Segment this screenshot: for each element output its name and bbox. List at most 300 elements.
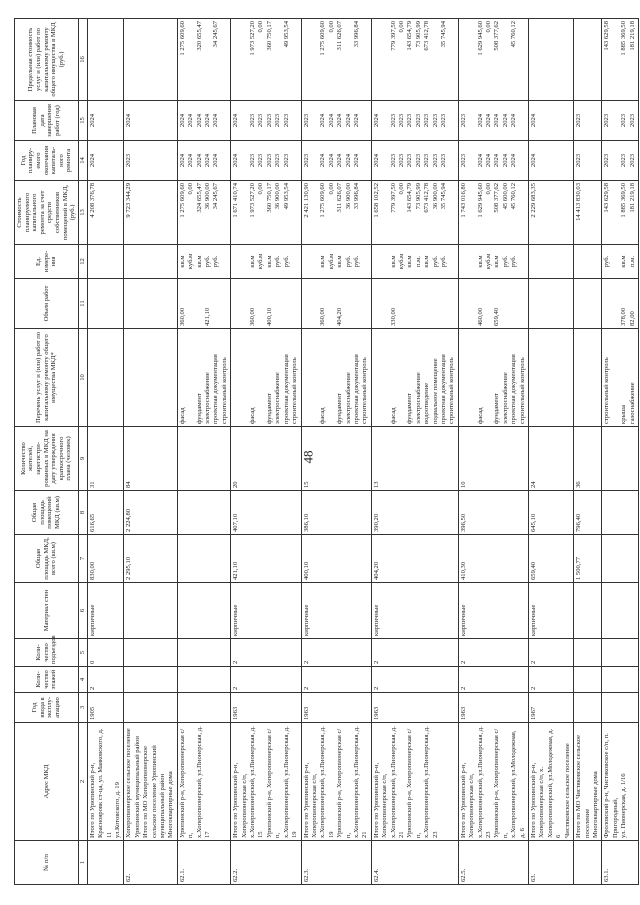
cell-line: [468, 143, 476, 178]
table-cell: 796,40: [574, 491, 602, 535]
cell-line: 2024: [204, 153, 212, 168]
table-cell: 410,30: [458, 535, 528, 583]
cell-line: подвальное помещение: [431, 358, 439, 424]
table-cell: [87, 723, 124, 841]
cell-line: [519, 143, 527, 178]
table-cell: [177, 535, 230, 583]
column-number: 13: [78, 181, 87, 245]
table-cell: [124, 667, 177, 693]
column-header: Год планиру-емого окончания капиталь-ного ремонта: [15, 141, 79, 181]
cell-line: 2024: [372, 153, 380, 168]
cell-line: [221, 103, 229, 138]
cell-line: ул.Котовского, д. 19: [113, 782, 121, 838]
cell-line: строительный контроль: [518, 357, 526, 424]
table-cell: [602, 639, 639, 667]
table-cell: 659,40: [529, 535, 574, 583]
cell-line: 2023: [282, 113, 290, 128]
column-header: Материал стен: [15, 583, 79, 639]
cell-line: руб.: [282, 255, 290, 268]
cell-line: [448, 21, 456, 98]
cell-line: 2023: [265, 153, 273, 168]
cell-line: 2024: [319, 113, 327, 128]
cell-line: газоснабжение: [628, 382, 636, 424]
cell-line: [519, 21, 527, 98]
table-cell: [602, 101, 639, 141]
table-cell: 1963: [458, 693, 528, 723]
cell-line: 1 275 609,60: [178, 21, 186, 56]
cell-line: 1 671 410,74: [232, 183, 240, 218]
cell-line: 2024: [327, 153, 335, 168]
table-cell: 404,20: [371, 535, 458, 583]
cell-line: 2 421 130,90: [302, 183, 310, 218]
cell-line: 2023: [389, 153, 397, 168]
column-header: Адрес МКД: [15, 723, 79, 841]
cell-line: электроснабжение: [414, 372, 422, 424]
cell-line: кв.м: [406, 255, 414, 268]
table-cell: [602, 693, 639, 723]
cell-line: Итого по МО Чистяковское сельское поселение: [575, 735, 591, 838]
table-cell: [177, 329, 230, 427]
cell-line: проектная документация: [510, 354, 518, 424]
cell-line: [432, 21, 440, 98]
cell-line: [519, 247, 527, 276]
cell-line: х.Хоперопионерский, ул.Молодежная, д. 6: [510, 730, 526, 838]
cell-line: 4 208 376,78: [88, 183, 96, 218]
table-cell: [371, 329, 458, 427]
cell-line: куб.м: [257, 253, 265, 270]
cell-line: 2024: [485, 153, 493, 168]
cell-line: 0,00: [257, 183, 265, 195]
column-header: Плановая дата завершения работ (год): [15, 101, 79, 141]
table-cell: [177, 427, 230, 491]
cell-line: х.Хоперопионерский, ул.Пионерская, д. 19: [319, 726, 335, 838]
cell-line: 2024: [476, 153, 484, 168]
table-cell: [529, 141, 574, 181]
column-number: 5: [78, 639, 87, 667]
cell-line: проектная документация: [440, 354, 447, 424]
cell-line: 2023: [274, 113, 282, 128]
cell-line: [311, 143, 319, 178]
cell-line: крыша: [620, 405, 628, 424]
table-cell: 15: [301, 427, 371, 491]
column-header: Объем работ: [15, 279, 79, 329]
table-cell: 2: [371, 639, 458, 667]
cell-line: [448, 183, 456, 242]
cell-line: [345, 281, 353, 326]
table-cell: [231, 245, 301, 279]
cell-line: [311, 183, 319, 242]
cell-line: [232, 331, 240, 424]
cell-line: [257, 331, 265, 424]
cell-line: 1 743 016,80: [459, 183, 467, 218]
table-cell: [574, 723, 602, 841]
table-cell: 645,10: [529, 491, 574, 535]
table-cell: [602, 141, 639, 181]
cell-line: 360,00: [319, 307, 327, 326]
cell-line: 2023: [423, 153, 431, 168]
cell-line: 779 397,50: [389, 21, 397, 51]
cell-line: 1 973 527,20: [249, 183, 257, 218]
cell-line: 2024: [510, 153, 518, 168]
cell-line: [519, 281, 527, 326]
cell-line: Урюпинский р-н, Хоперопионерская с/п,: [265, 728, 282, 838]
cell-line: 2023: [431, 153, 439, 168]
table-cell: [124, 245, 177, 279]
cell-line: 143 629,58: [603, 21, 611, 51]
cell-line: [361, 281, 369, 326]
cell-line: Хоперопионерское сельское поселение Урюпинский муниципальный район: [125, 728, 141, 838]
table-cell: [371, 141, 458, 181]
cell-line: 404,20: [336, 307, 344, 326]
table-cell: 13: [371, 427, 458, 491]
cell-line: 2023: [257, 113, 265, 128]
table-cell: [301, 329, 371, 427]
cell-line: [241, 103, 249, 138]
cell-line: 330,00: [389, 307, 397, 326]
cell-line: 49 953,54: [282, 183, 290, 210]
cell-line: [241, 183, 249, 242]
cell-line: кв.м: [423, 255, 431, 268]
cell-line: руб.: [344, 255, 352, 268]
cell-line: 2024: [327, 113, 335, 128]
table-cell: кирпичные: [371, 583, 458, 639]
cell-line: [373, 21, 381, 98]
cell-line: 49 953,54: [282, 21, 290, 48]
table-cell: [371, 245, 458, 279]
table-cell: [231, 101, 301, 141]
table-cell: [124, 723, 177, 841]
cell-line: [468, 103, 476, 138]
table-cell: [458, 19, 528, 101]
table-cell: 400,10: [301, 535, 371, 583]
table-cell: [529, 19, 574, 101]
cell-line: Итого по Урюпинский р-н, Хоперопионерская с/п,: [372, 762, 389, 838]
table-cell: 2: [458, 639, 528, 667]
column-number: 16: [78, 19, 87, 101]
cell-line: 508 377,62: [493, 21, 501, 51]
table-cell: [602, 723, 639, 841]
table-cell: 2 224,80: [124, 491, 177, 535]
cell-line: [373, 247, 381, 276]
cell-line: ул. Пионерская, д. 1/16: [620, 773, 628, 838]
cell-line: руб.: [431, 255, 439, 268]
cell-line: 2024: [88, 153, 96, 168]
table-cell: [602, 279, 639, 329]
cell-line: 2024: [336, 113, 344, 128]
table-cell: кирпичные: [87, 583, 124, 639]
table-cell: [458, 101, 528, 141]
table-cell: [301, 723, 371, 841]
table-cell: [124, 639, 177, 667]
cell-line: 73 905,99: [414, 183, 422, 210]
table-cell: [458, 181, 528, 245]
table-cell: [87, 181, 124, 245]
table-cell: кирпичные: [458, 583, 528, 639]
cell-line: х.Хоперопионерский, ул.Пионерская, д. 19: [282, 726, 299, 838]
cell-line: 324 655,47: [195, 183, 203, 213]
cell-line: 2023: [125, 153, 133, 168]
table-cell: [124, 693, 177, 723]
table-cell: 2: [301, 639, 371, 667]
cell-line: [468, 331, 476, 424]
cell-line: [221, 143, 229, 178]
cell-line: [612, 183, 620, 242]
cell-line: [274, 281, 282, 326]
table-cell: [574, 141, 602, 181]
column-number: 2: [78, 723, 87, 841]
cell-line: строительный контроль: [448, 357, 456, 424]
cell-line: [241, 143, 249, 178]
cell-line: 360 750,17: [265, 183, 273, 213]
cell-line: 1 885 369,50: [620, 183, 628, 218]
cell-line: [381, 21, 389, 98]
cell-line: 33 996,84: [352, 21, 360, 48]
cell-line: фасад: [389, 407, 397, 424]
cell-line: фасад: [476, 407, 484, 424]
column-number: 4: [78, 667, 87, 693]
cell-line: 2023: [414, 153, 422, 168]
cell-line: [460, 21, 468, 98]
cell-line: х.Хоперопионерский, ул.Пионерская, д. 23: [476, 726, 493, 838]
cell-line: [502, 281, 510, 326]
table-cell: [602, 329, 639, 427]
cell-line: 45 760,12: [510, 21, 518, 48]
cell-line: [345, 21, 353, 98]
cell-line: х.Хоперопионерский, ул.Пионерская, д. 23: [423, 726, 439, 838]
cell-line: фундамент: [265, 393, 273, 424]
cell-line: 2024: [195, 113, 203, 128]
table-cell: 0: [87, 639, 124, 667]
table-row: [301, 19, 371, 885]
cell-line: [187, 21, 195, 98]
cell-line: [612, 281, 620, 326]
table-cell: [301, 141, 371, 181]
table-cell: [87, 141, 124, 181]
cell-line: 36 900,00: [204, 183, 212, 210]
cell-line: [291, 183, 299, 242]
table-cell: [529, 181, 574, 245]
cell-line: [303, 21, 311, 98]
cell-line: [361, 21, 369, 98]
table-cell: 2: [231, 667, 301, 693]
table-cell: [231, 279, 301, 329]
cell-line: водоотведение: [423, 382, 431, 424]
cell-line: [381, 331, 389, 424]
cell-line: [241, 331, 249, 424]
cell-line: 2023: [628, 153, 636, 168]
cell-line: Урюпинский р-н, Хоперопионерская с/п,: [493, 728, 509, 838]
cell-line: фундамент: [493, 393, 501, 424]
cell-line: кв.м: [265, 255, 273, 268]
cell-line: 311 626,07: [336, 183, 344, 213]
cell-line: [603, 281, 611, 326]
cell-line: 2023: [302, 153, 310, 168]
cell-line: [381, 103, 389, 138]
cell-line: 2023: [440, 113, 447, 128]
cell-line: [311, 21, 319, 98]
cell-line: 2023: [406, 113, 414, 128]
cell-line: 45 760,12: [510, 183, 518, 210]
cell-line: [460, 331, 468, 424]
cell-line: 45 600,00: [501, 183, 509, 210]
cell-line: 2023: [397, 113, 405, 128]
cell-line: 2023: [249, 113, 257, 128]
cell-line: 1 885 369,50: [620, 21, 628, 56]
cell-line: 2024: [212, 153, 220, 168]
cell-line: [448, 143, 456, 178]
table-cell: 2: [529, 667, 574, 693]
cell-line: 2024: [493, 113, 501, 128]
cell-line: руб.: [440, 255, 447, 268]
table-cell: [177, 141, 230, 181]
cell-line: электроснабжение: [204, 372, 212, 424]
table-cell: 10: [458, 427, 528, 491]
cell-line: Урюпинский р-н, Хоперопионерская с/п,: [178, 728, 195, 838]
table-cell: [574, 101, 602, 141]
cell-line: 82,00: [628, 311, 636, 326]
table-cell: 2: [87, 667, 124, 693]
cell-line: строительный контроль: [361, 357, 369, 424]
cell-line: кв.м: [319, 255, 327, 268]
cell-line: фундамент: [336, 393, 344, 424]
cell-line: руб.: [510, 255, 518, 268]
table-cell: [87, 279, 124, 329]
table-row: [371, 19, 458, 885]
cell-line: 2023: [274, 153, 282, 168]
cell-line: строительный контроль: [291, 357, 299, 424]
cell-line: 360,00: [178, 307, 186, 326]
cell-line: руб.: [204, 255, 212, 268]
cell-line: 2023: [414, 113, 422, 128]
cell-line: куб.м: [187, 253, 195, 270]
table-cell: 63.: [529, 841, 574, 885]
cell-line: [241, 247, 249, 276]
table-cell: [301, 245, 371, 279]
table-cell: [371, 101, 458, 141]
cell-line: проектная документация: [212, 354, 220, 424]
cell-line: строительный контроль: [603, 357, 611, 424]
table-cell: [177, 583, 230, 639]
cell-line: [448, 281, 456, 326]
table-cell: [231, 329, 301, 427]
cell-line: 2023: [603, 153, 611, 168]
cell-line: [291, 247, 299, 276]
cell-line: [440, 281, 448, 326]
cell-line: [485, 281, 493, 326]
table-cell: [458, 141, 528, 181]
table-cell: [124, 141, 177, 181]
cell-line: Урюпинский р-н, Хоперопионерская с/п,: [406, 728, 422, 838]
cell-line: 2024: [493, 153, 501, 168]
table-cell: [177, 723, 230, 841]
table-cell: 1963: [301, 693, 371, 723]
table-cell: [529, 245, 574, 279]
cell-line: фундамент: [195, 393, 203, 424]
table-cell: 1967: [529, 693, 574, 723]
cell-line: [381, 183, 389, 242]
cell-line: 2024: [530, 153, 538, 168]
cell-line: 659,40: [493, 307, 501, 326]
table-cell: 2: [458, 667, 528, 693]
table-cell: [87, 245, 124, 279]
column-header: Год ввода в эксплу-атацию: [15, 693, 79, 723]
table-cell: [231, 19, 301, 101]
table-cell: [574, 19, 602, 101]
table-cell: [574, 639, 602, 667]
cell-line: [468, 183, 476, 242]
cell-line: 1 275 609,60: [178, 183, 186, 218]
cell-line: [432, 281, 440, 326]
cell-line: фасад: [249, 407, 257, 424]
cell-line: Чистяковское сельское поселение: [563, 743, 571, 838]
cell-line: 2024: [204, 113, 212, 128]
cell-line: 673 412,78: [423, 183, 431, 213]
cell-line: 2024: [195, 153, 203, 168]
repair-plan-table: [14, 18, 639, 885]
cell-line: [448, 103, 456, 138]
cell-line: [353, 281, 361, 326]
cell-line: 2024: [501, 113, 509, 128]
table-cell: [574, 693, 602, 723]
column-header: Количество жителей, зарегистри-рованных в МКД на дату утверждения краткосрочного плана (человек): [15, 427, 79, 491]
cell-line: 0,00: [327, 21, 335, 33]
table-cell: [529, 329, 574, 427]
cell-line: [361, 143, 369, 178]
cell-line: 2023: [389, 113, 397, 128]
table-cell: [602, 491, 639, 535]
table-cell: кирпичные: [231, 583, 301, 639]
cell-line: [274, 21, 282, 98]
cell-line: 1 275 609,60: [319, 183, 327, 218]
cell-line: [257, 281, 265, 326]
cell-line: [232, 247, 240, 276]
table-cell: 62.1.: [177, 841, 230, 885]
cell-line: куб.м: [397, 253, 405, 270]
table-cell: 24: [529, 427, 574, 491]
cell-line: кв.м: [476, 255, 484, 268]
table-cell: 830,00: [87, 535, 124, 583]
table-cell: [458, 279, 528, 329]
table-cell: 62.: [124, 841, 177, 885]
cell-line: [187, 331, 195, 424]
cell-line: кв.м: [178, 255, 186, 268]
table-cell: [87, 329, 124, 427]
table-row: [231, 19, 301, 885]
cell-line: 2023: [249, 153, 257, 168]
cell-line: [373, 331, 381, 424]
cell-line: 0,00: [485, 183, 493, 195]
cell-line: руб.: [352, 255, 360, 268]
table-cell: [458, 723, 528, 841]
cell-line: куб.м: [327, 253, 335, 270]
table-cell: 62.5.: [458, 841, 528, 885]
cell-line: 673 412,78: [423, 21, 431, 51]
table-row: [602, 19, 639, 885]
cell-line: кв.м: [336, 255, 344, 268]
cell-line: [291, 21, 299, 98]
cell-line: 1 973 527,20: [249, 21, 257, 56]
table-cell: [124, 583, 177, 639]
table-cell: [124, 329, 177, 427]
cell-line: 2024: [336, 153, 344, 168]
cell-line: 2023: [620, 153, 628, 168]
cell-line: [510, 281, 518, 326]
cell-line: 2023: [628, 113, 636, 128]
table-cell: [574, 279, 602, 329]
table-cell: 1963: [371, 693, 458, 723]
header-row: [15, 19, 79, 885]
cell-line: 2023: [423, 113, 431, 128]
